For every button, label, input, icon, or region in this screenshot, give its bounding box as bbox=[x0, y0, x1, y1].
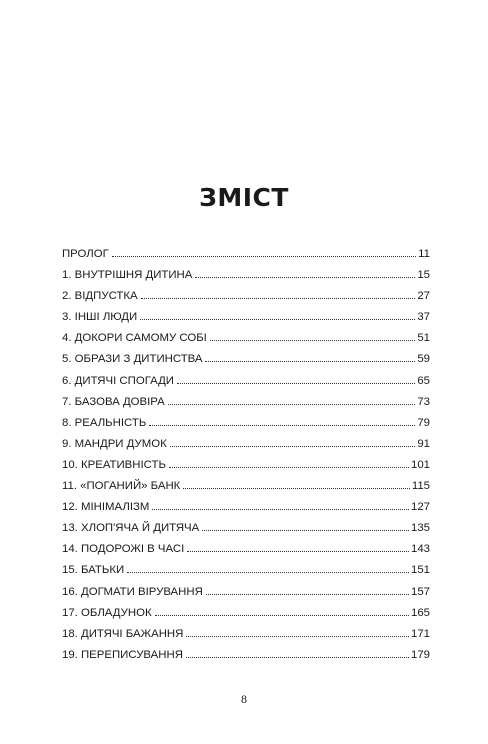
toc-entry bbox=[62, 627, 430, 648]
table-of-contents bbox=[62, 247, 430, 669]
toc-entry-label: 2. ВІДПУСТКА bbox=[62, 290, 138, 303]
toc-entry-page: 51 bbox=[417, 332, 430, 345]
toc-entry bbox=[62, 247, 430, 268]
page-number: 8 bbox=[241, 692, 247, 706]
toc-entry-page: 37 bbox=[417, 311, 430, 324]
toc-entry bbox=[62, 374, 430, 395]
toc-entry-label: 8. РЕАЛЬНІСТЬ bbox=[62, 416, 147, 429]
toc-entry-page: 11 bbox=[418, 248, 430, 260]
toc-leader-dots bbox=[155, 615, 409, 616]
toc-entry-label: 11. «ПОГАНИЙ» БАНК bbox=[62, 480, 181, 493]
toc-entry-page: 127 bbox=[410, 501, 430, 514]
toc-entry-label: 6. ДИТЯЧІ СПОГАДИ bbox=[62, 374, 174, 387]
toc-entry-page: 135 bbox=[410, 522, 430, 535]
toc-entry bbox=[62, 289, 430, 310]
toc-leader-dots bbox=[205, 361, 415, 362]
toc-entry-label: 1. ВНУТРІШНЯ ДИТИНА bbox=[62, 269, 193, 282]
toc-entry-label: 16. ДОГМАТИ ВІРУВАННЯ bbox=[62, 585, 203, 598]
toc-entry-label: ПРОЛОГ bbox=[62, 248, 109, 260]
toc-leader-dots bbox=[177, 383, 415, 384]
toc-entry bbox=[62, 458, 430, 479]
toc-leader-dots bbox=[195, 277, 415, 278]
toc-entry-label: 12. МІНІМАЛІЗМ bbox=[62, 501, 150, 514]
toc-entry bbox=[62, 310, 430, 331]
toc-entry-page: 79 bbox=[417, 416, 430, 429]
toc-entry-label: 15. БАТЬКИ bbox=[62, 564, 125, 577]
toc-entry bbox=[62, 395, 430, 416]
toc-entry bbox=[62, 563, 430, 584]
toc-leader-dots bbox=[140, 319, 415, 320]
toc-entry-page: 15 bbox=[417, 269, 430, 282]
page-title: ЗМІСТ bbox=[199, 183, 289, 212]
toc-leader-dots bbox=[127, 572, 409, 573]
toc-entry bbox=[62, 331, 430, 352]
toc-entry-label: 7. БАЗОВА ДОВІРА bbox=[62, 395, 165, 408]
toc-leader-dots bbox=[169, 467, 409, 468]
toc-entry-label: 19. ПЕРЕПИСУВАННЯ bbox=[62, 648, 183, 661]
toc-entry-page: 59 bbox=[417, 353, 430, 366]
toc-entry bbox=[62, 479, 430, 500]
toc-leader-dots bbox=[187, 551, 409, 552]
toc-entry bbox=[62, 268, 430, 289]
toc-entry-page: 165 bbox=[410, 606, 430, 619]
toc-leader-dots bbox=[152, 509, 409, 510]
toc-entry-page: 151 bbox=[410, 564, 430, 577]
toc-entry bbox=[62, 416, 430, 437]
toc-entry bbox=[62, 521, 430, 542]
toc-entry bbox=[62, 606, 430, 627]
toc-entry-label: 17. ОБЛАДУНОК bbox=[62, 606, 152, 619]
toc-entry-page: 157 bbox=[410, 585, 430, 598]
toc-leader-dots bbox=[186, 636, 409, 637]
toc-leader-dots bbox=[141, 298, 416, 299]
toc-leader-dots bbox=[149, 425, 415, 426]
toc-entry-label: 18. ДИТЯЧІ БАЖАННЯ bbox=[62, 627, 184, 640]
toc-entry bbox=[62, 648, 430, 669]
toc-leader-dots bbox=[202, 530, 409, 531]
toc-leader-dots bbox=[168, 404, 416, 405]
toc-entry-label: 4. ДОКОРИ САМОМУ СОБІ bbox=[62, 332, 207, 345]
toc-leader-dots bbox=[170, 446, 416, 447]
toc-entry-page: 171 bbox=[410, 627, 430, 640]
toc-leader-dots bbox=[210, 340, 415, 341]
toc-entry bbox=[62, 542, 430, 563]
toc-entry-label: 13. ХЛОП'ЯЧА Й ДИТЯЧА bbox=[62, 522, 200, 535]
toc-entry bbox=[62, 352, 430, 373]
toc-entry-label: 9. МАНДРИ ДУМОК bbox=[62, 437, 167, 450]
toc-entry-label: 3. ІНШІ ЛЮДИ bbox=[62, 311, 138, 324]
toc-entry bbox=[62, 437, 430, 458]
toc-leader-dots bbox=[206, 594, 409, 595]
toc-entry-page: 179 bbox=[410, 648, 430, 661]
toc-entry-page: 143 bbox=[410, 543, 430, 556]
toc-entry-page: 91 bbox=[417, 437, 430, 450]
toc-entry bbox=[62, 500, 430, 521]
toc-entry-page: 27 bbox=[417, 290, 430, 303]
toc-entry-page: 115 bbox=[411, 480, 430, 493]
toc-entry-page: 101 bbox=[410, 458, 430, 471]
toc-entry-label: 10. КРЕАТИВНІСТЬ bbox=[62, 458, 166, 471]
toc-entry-page: 73 bbox=[417, 395, 430, 408]
toc-entry bbox=[62, 585, 430, 606]
toc-leader-dots bbox=[183, 488, 410, 489]
toc-entry-label: 5. ОБРАЗИ З ДИТИНСТВА bbox=[62, 353, 203, 366]
toc-leader-dots bbox=[186, 657, 409, 658]
toc-leader-dots bbox=[112, 256, 416, 257]
toc-entry-label: 14. ПОДОРОЖІ В ЧАСІ bbox=[62, 543, 185, 556]
toc-entry-page: 65 bbox=[417, 374, 430, 387]
